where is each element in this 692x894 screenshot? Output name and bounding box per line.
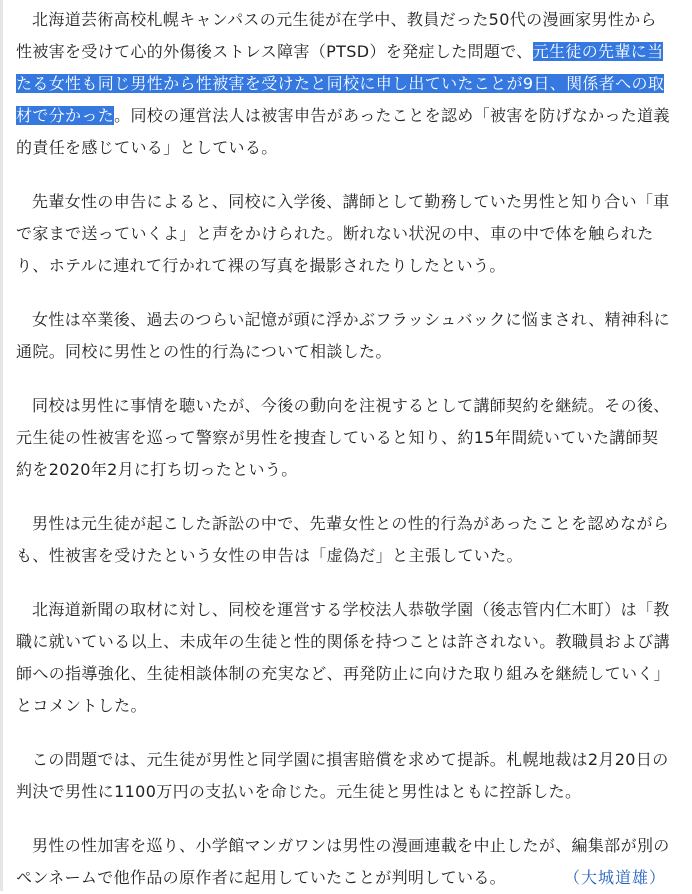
paragraph-1-tail: 。同校の運営法人は被害申告があったことを認め「被害を防げなかった道義的責任を感じている」としている。: [16, 106, 670, 157]
selected-text-highlight[interactable]: 元生徒の先輩に当たる女性も同じ男性から性被害を受けたと同校に申し出ていたことが9日、関係者への取材で分かった: [16, 42, 665, 125]
article-paragraph-3: 女性は卒業後、過去のつらい記憶が頭に浮かぶフラッシュバックに悩まされ、精神科に通院。同校に男性との性的行為について相談した。: [16, 310, 670, 361]
article-paragraph-6: 北海道新聞の取材に対し、同校を運営する学校法人恭敬学園（後志管内仁木町）は「教職に就いている以上、未成年の生徒と性的関係を持つことは許されない。教職員および講師への指導強化、生徒相談体制の充実など、再発防止に向けた取り組みを継続していく」とコメントした。: [16, 600, 671, 715]
article-paragraph-8: 男性の性加害を巡り、小学館マンガワンは男性の漫画連載を中止したが、編集部が別のペンネームで他作品の原作者に起用していたことが判明している。: [16, 836, 670, 887]
article-paragraph-5: 男性は元生徒が起こした訴訟の中で、先輩女性との性的行為があったことを認めながらも、性被害を受けたという女性の申告は「虚偽だ」と主張していた。: [16, 514, 670, 565]
article-paragraph-4: 同校は男性に事情を聴いたが、今後の動向を注視するとして講師契約を継続。その後、元生徒の性被害を巡って警察が男性を捜査していると知り、約15年間続いていた講師契約を2020年2月に打ち切ったという。: [16, 396, 670, 479]
article-paragraph-7: この問題では、元生徒が男性と同学園に損害賠償を求めて提訴。札幌地裁は2月20日の判決で男性に1100万円の支払いを命じた。元生徒と男性はともに控訴した。: [16, 750, 669, 801]
paragraph-1-lead: 北海道芸術高校札幌キャンパスの元生徒が在学中、教員だった50代の漫画家男性から性被害を受けて心的外傷後ストレス障害（PTSD）を発症した問題で、: [16, 10, 657, 61]
article-paragraph-2: 先輩女性の申告によると、同校に入学後、講師として勤務していた男性と知り合い「車で家まで送っていくよ」と声をかけられた。断れない状況の中、車の中で体を触られたり、ホテルに連れて行かれて裸の写真を撮影されたりしたという。: [16, 192, 670, 275]
article-paragraph-1: [16, 4, 672, 164]
author-byline: （大城道雄）: [563, 868, 666, 887]
